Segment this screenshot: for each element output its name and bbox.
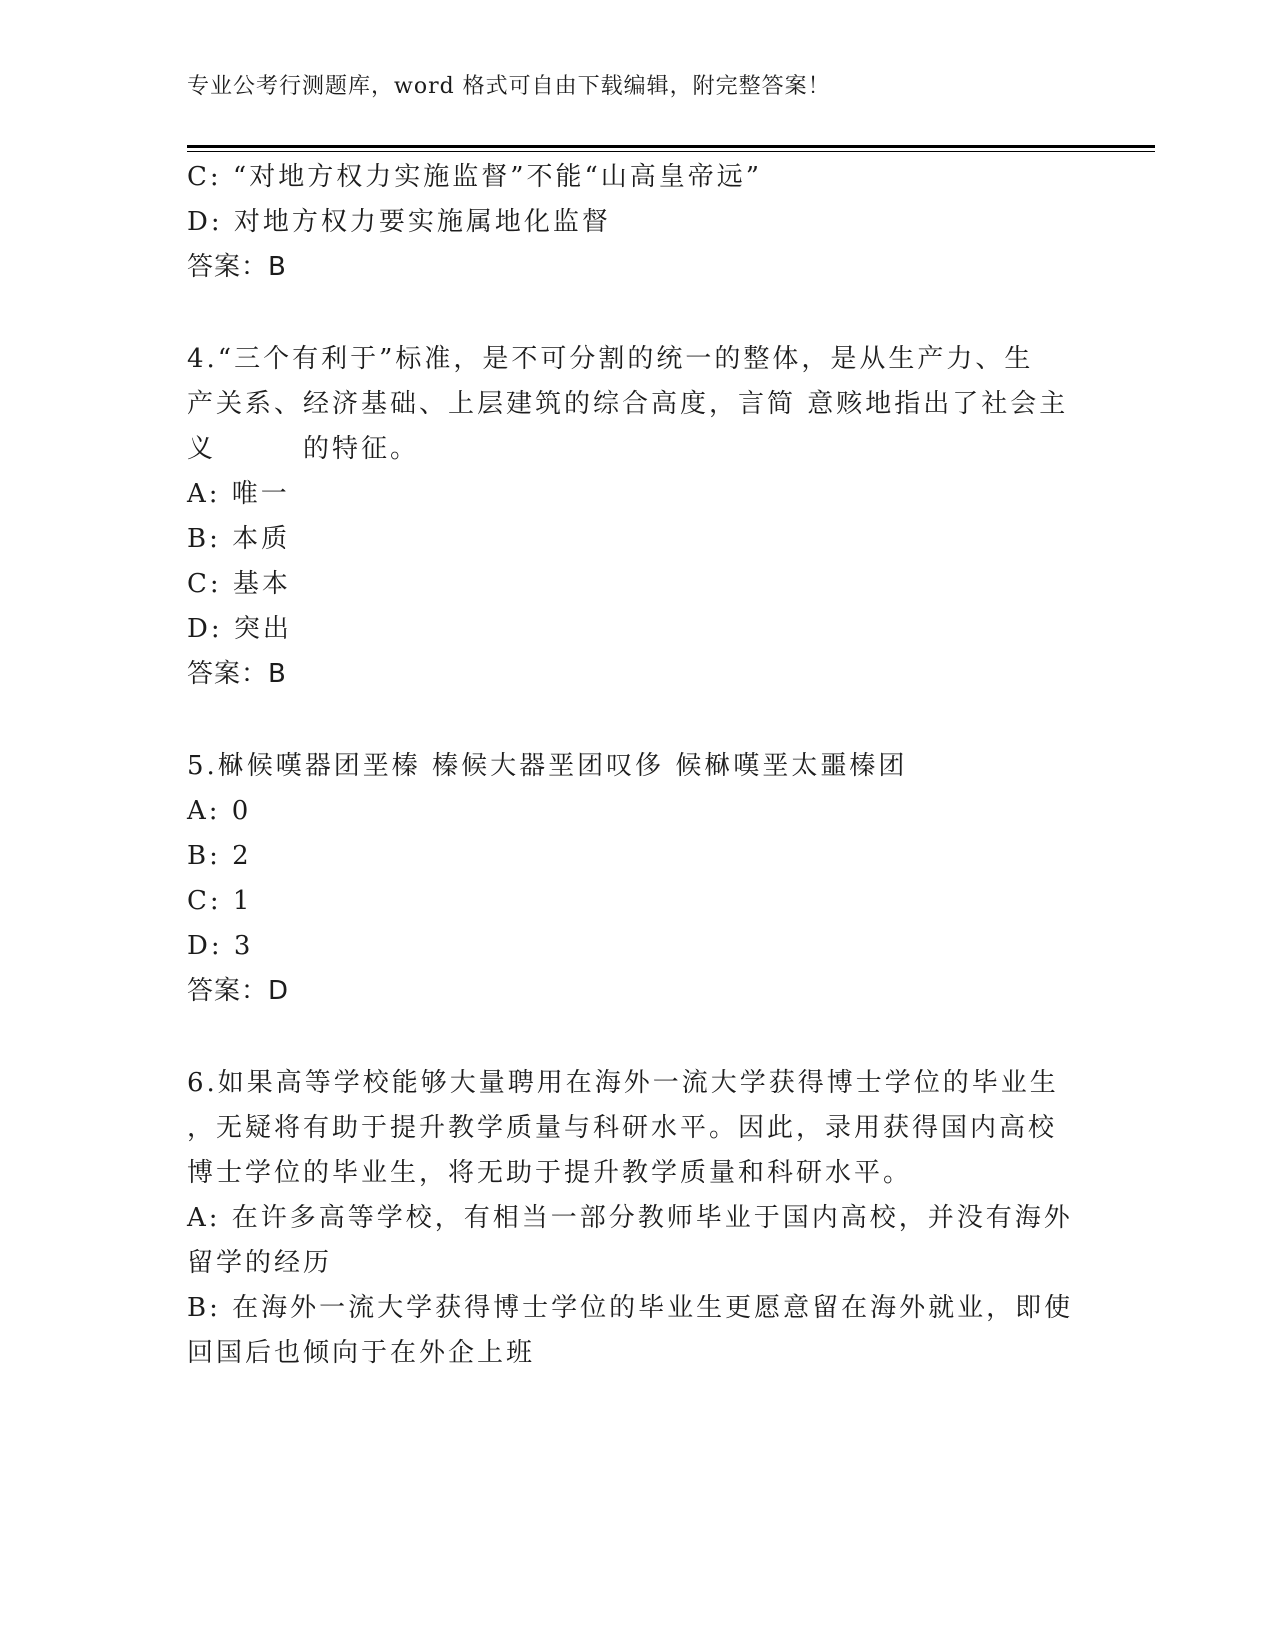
question-4 (187, 337, 1087, 697)
question-3-tail (187, 155, 1087, 290)
q5-option-a: A: 0 (187, 796, 252, 826)
header-rule-thick (187, 145, 1155, 148)
q6-option-a-line-2: 留学的经历 (187, 1248, 333, 1278)
q3-option-d: D: 对地方权力要实施属地化监督 (187, 207, 611, 237)
q5-option-c: C: 1 (187, 886, 253, 916)
header-rule-thin (187, 151, 1155, 152)
q5-stem: 5.㮟候嘆器团垩榛 榛候大器垩团叹侈 候㮟嘆垩太噩榛团 (187, 751, 908, 781)
q3-option-c: C: “对地方权力实施监督”不能“山高皇帝远” (187, 162, 763, 192)
q6-stem-line-1: 6.如果高等学校能够大量聘用在海外一流大学获得博士学位的毕业生 (187, 1068, 1059, 1098)
q4-stem-line-1: 4.“三个有利于”标准，是不可分割的统一的整体，是从生产力、生 (187, 344, 1034, 374)
question-6 (187, 1061, 1087, 1376)
q5-option-d: D: 3 (187, 931, 254, 961)
q4-stem-line-2: 产关系、经济基础、上层建筑的综合高度，言简 意赅地指出了社会主 (187, 389, 1069, 419)
q4-option-d: D: 突出 (187, 614, 292, 644)
spacer (187, 1014, 1087, 1061)
q6-stem-line-3: 博士学位的毕业生，将无助于提升教学质量和科研水平。 (187, 1158, 913, 1188)
q6-option-b-line-1: B: 在海外一流大学获得博士学位的毕业生更愿意留在海外就业，即使 (187, 1293, 1074, 1323)
q5-option-b: B: 2 (187, 841, 252, 871)
spacer (187, 290, 1087, 337)
page-header: 专业公考行测题库，word 格式可自由下载编辑，附完整答案！ (187, 74, 831, 99)
q3-answer: 答案：B (187, 252, 287, 282)
question-5 (187, 744, 1087, 1014)
q4-answer: 答案：B (187, 659, 287, 689)
q4-option-a: A: 唯一 (187, 479, 290, 509)
q4-option-c: C: 基本 (187, 569, 291, 599)
q5-answer: 答案：D (187, 976, 290, 1006)
q6-option-a-line-1: A: 在许多高等学校，有相当一部分教师毕业于国内高校，并没有海外 (187, 1203, 1073, 1233)
q4-stem-line-3: 义 的特征。 (187, 434, 420, 464)
spacer (187, 697, 1087, 744)
q4-option-b: B: 本质 (187, 524, 291, 554)
q6-stem-line-2: ，无疑将有助于提升教学质量与科研水平。因此，录用获得国内高校 (187, 1113, 1058, 1143)
q6-option-b-line-2: 回国后也倾向于在外企上班 (187, 1338, 536, 1368)
question-content (187, 155, 1087, 1376)
